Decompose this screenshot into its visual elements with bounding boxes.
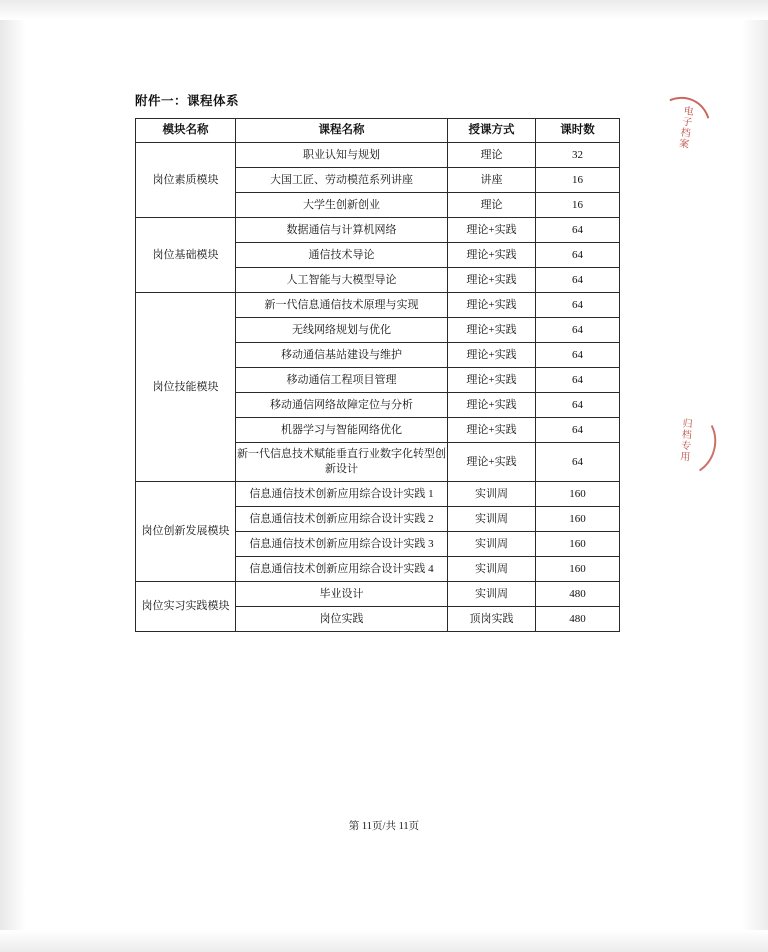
teaching-mode-cell: 理论+实践 bbox=[448, 343, 536, 368]
table-row bbox=[136, 143, 620, 168]
course-name-cell: 大学生创新创业 bbox=[236, 193, 448, 218]
table-body bbox=[136, 143, 620, 632]
class-hours-cell: 160 bbox=[536, 532, 620, 557]
class-hours-cell: 64 bbox=[536, 243, 620, 268]
course-name-cell: 新一代信息通信技术原理与实现 bbox=[236, 293, 448, 318]
teaching-mode-cell: 讲座 bbox=[448, 168, 536, 193]
module-name-cell: 岗位素质模块 bbox=[136, 143, 236, 218]
column-header-mode: 授课方式 bbox=[448, 119, 536, 143]
course-name-cell: 大国工匠、劳动模范系列讲座 bbox=[236, 168, 448, 193]
teaching-mode-cell: 理论+实践 bbox=[448, 293, 536, 318]
module-name-cell: 岗位技能模块 bbox=[136, 293, 236, 482]
class-hours-cell: 64 bbox=[536, 393, 620, 418]
scan-edge-bottom bbox=[0, 930, 768, 952]
course-name-cell: 无线网络规划与优化 bbox=[236, 318, 448, 343]
stamp-mark-one: 电子档案 bbox=[675, 104, 694, 150]
scan-edge-left bbox=[0, 0, 26, 952]
course-name-cell: 移动通信网络故障定位与分析 bbox=[236, 393, 448, 418]
teaching-mode-cell: 实训周 bbox=[448, 507, 536, 532]
class-hours-cell: 64 bbox=[536, 218, 620, 243]
class-hours-cell: 64 bbox=[536, 443, 620, 482]
class-hours-cell: 64 bbox=[536, 268, 620, 293]
column-header-hours: 课时数 bbox=[536, 119, 620, 143]
class-hours-cell: 160 bbox=[536, 507, 620, 532]
course-name-cell: 信息通信技术创新应用综合设计实践 4 bbox=[236, 557, 448, 582]
teaching-mode-cell: 实训周 bbox=[448, 557, 536, 582]
table-header bbox=[136, 119, 620, 143]
course-name-cell: 信息通信技术创新应用综合设计实践 3 bbox=[236, 532, 448, 557]
class-hours-cell: 64 bbox=[536, 343, 620, 368]
teaching-mode-cell: 理论+实践 bbox=[448, 243, 536, 268]
class-hours-cell: 160 bbox=[536, 482, 620, 507]
teaching-mode-cell: 理论+实践 bbox=[448, 318, 536, 343]
course-name-cell: 移动通信工程项目管理 bbox=[236, 368, 448, 393]
course-name-cell: 移动通信基站建设与维护 bbox=[236, 343, 448, 368]
teaching-mode-cell: 理论+实践 bbox=[448, 393, 536, 418]
teaching-mode-cell: 理论 bbox=[448, 143, 536, 168]
scan-edge-right bbox=[742, 0, 768, 952]
class-hours-cell: 64 bbox=[536, 418, 620, 443]
page-title: 附件一：课程体系 bbox=[135, 94, 240, 108]
class-hours-cell: 16 bbox=[536, 193, 620, 218]
module-name-cell: 岗位创新发展模块 bbox=[136, 482, 236, 582]
scan-edge-top bbox=[0, 0, 768, 20]
teaching-mode-cell: 理论+实践 bbox=[448, 418, 536, 443]
stamp-mark-two: 归档专用 bbox=[677, 417, 692, 463]
course-name-cell: 信息通信技术创新应用综合设计实践 2 bbox=[236, 507, 448, 532]
teaching-mode-cell: 实训周 bbox=[448, 532, 536, 557]
class-hours-cell: 480 bbox=[536, 582, 620, 607]
column-header-course: 课程名称 bbox=[236, 119, 448, 143]
teaching-mode-cell: 理论+实践 bbox=[448, 368, 536, 393]
class-hours-cell: 480 bbox=[536, 607, 620, 632]
teaching-mode-cell: 理论+实践 bbox=[448, 268, 536, 293]
teaching-mode-cell: 实训周 bbox=[448, 582, 536, 607]
course-name-cell: 数据通信与计算机网络 bbox=[236, 218, 448, 243]
class-hours-cell: 64 bbox=[536, 293, 620, 318]
column-header-module: 模块名称 bbox=[136, 119, 236, 143]
class-hours-cell: 64 bbox=[536, 318, 620, 343]
module-name-cell: 岗位基础模块 bbox=[136, 218, 236, 293]
teaching-mode-cell: 顶岗实践 bbox=[448, 607, 536, 632]
course-name-cell: 信息通信技术创新应用综合设计实践 1 bbox=[236, 482, 448, 507]
class-hours-cell: 32 bbox=[536, 143, 620, 168]
course-system-table bbox=[135, 118, 620, 632]
course-name-cell: 人工智能与大模型导论 bbox=[236, 268, 448, 293]
course-name-cell: 机器学习与智能网络优化 bbox=[236, 418, 448, 443]
class-hours-cell: 160 bbox=[536, 557, 620, 582]
teaching-mode-cell: 实训周 bbox=[448, 482, 536, 507]
module-name-cell: 岗位实习实践模块 bbox=[136, 582, 236, 632]
class-hours-cell: 64 bbox=[536, 368, 620, 393]
course-name-cell: 通信技术导论 bbox=[236, 243, 448, 268]
class-hours-cell: 16 bbox=[536, 168, 620, 193]
course-name-cell: 毕业设计 bbox=[236, 582, 448, 607]
table-row bbox=[136, 218, 620, 243]
course-name-cell: 新一代信息技术赋能垂直行业数字化转型创新设计 bbox=[236, 443, 448, 482]
teaching-mode-cell: 理论+实践 bbox=[448, 218, 536, 243]
page-footer: 第 11页/共 11页 bbox=[348, 821, 420, 832]
course-name-cell: 岗位实践 bbox=[236, 607, 448, 632]
table-row bbox=[136, 582, 620, 607]
table-header-row bbox=[136, 119, 620, 143]
table-row bbox=[136, 482, 620, 507]
course-name-cell: 职业认知与规划 bbox=[236, 143, 448, 168]
table-row bbox=[136, 293, 620, 318]
teaching-mode-cell: 理论 bbox=[448, 193, 536, 218]
teaching-mode-cell: 理论+实践 bbox=[448, 443, 536, 482]
